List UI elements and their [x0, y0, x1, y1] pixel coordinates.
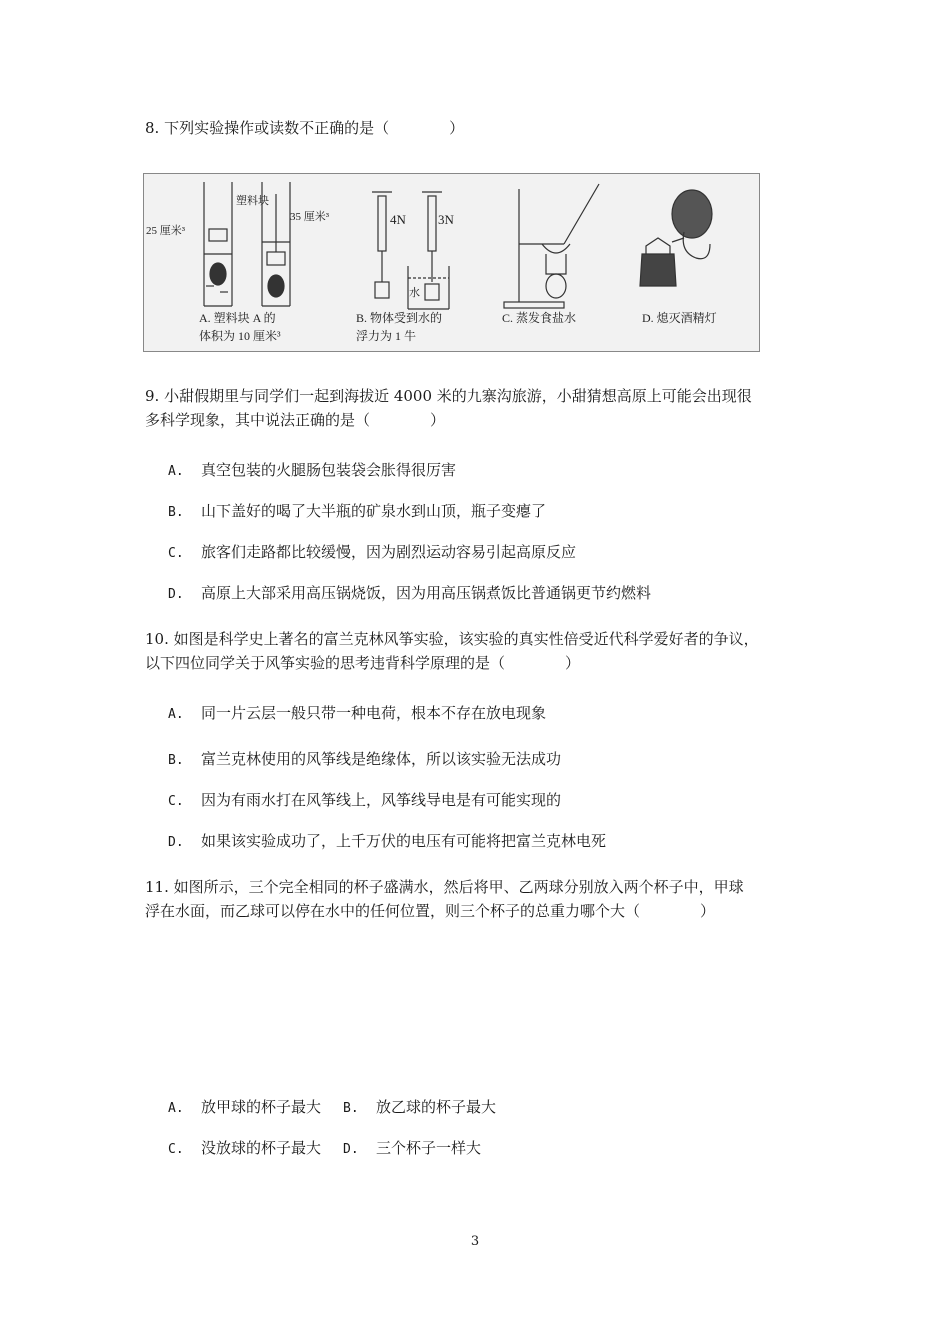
fig-a-caption-2: 体积为 10 厘米³	[199, 329, 281, 343]
fig-a-label-2: 35 厘米³	[290, 211, 330, 223]
question-8-stem: 8. 下列实验操作或读数不正确的是（ ）	[145, 119, 465, 137]
q9-option-c[interactable]: C. 旅客们走路都比较缓慢，因为剧烈运动容易引起高原反应	[168, 543, 577, 561]
q9-option-a[interactable]: A. 真空包装的火腿肠包装袋会胀得很厉害	[168, 461, 457, 479]
q9-option-d[interactable]: D. 高原上大部采用高压锅烧饭，因为用高压锅煮饭比普通锅更节约燃料	[168, 584, 652, 602]
q10-option-c[interactable]: C. 因为有雨水打在风筝线上，风筝线导电是有可能实现的	[168, 791, 562, 809]
q9-option-b[interactable]: B. 山下盖好的喝了大半瓶的矿泉水到山顶，瓶子变瘪了	[168, 502, 547, 520]
question-9-stem	[145, 384, 815, 432]
q10-option-a[interactable]: A. 同一片云层一般只带一种电荷，根本不存在放电现象	[168, 704, 547, 722]
question-10-stem	[145, 627, 815, 675]
question-11-line-1: 11. 如图所示，三个完全相同的杯子盛满水，然后将甲、乙两球分别放入两个杯子中，甲球	[145, 878, 744, 896]
q11-options-row-2	[168, 1138, 481, 1160]
evaporation-setup-c	[504, 184, 599, 308]
cylinder-a-left	[204, 182, 232, 306]
fig-c-caption: C. 蒸发食盐水	[502, 311, 577, 325]
question-10-line-1: 10. 如图是科学史上著名的富兰克林风筝实验，该实验的真实性倍受近代科学爱好者的争议，	[145, 630, 759, 648]
fig-a-top: 塑料块	[236, 195, 269, 207]
page-number: 3	[470, 1234, 480, 1249]
fig-b-caption-2: 浮力为 1 牛	[356, 329, 417, 343]
fig-a-label-1: 25 厘米³	[146, 225, 186, 237]
question-11-stem	[145, 875, 815, 923]
fig-b-n1: 4N	[390, 212, 406, 227]
alcohol-lamp-d	[640, 190, 712, 286]
question-10-line-2: 以下四位同学关于风筝实验的思考违背科学原理的是（ ）	[145, 654, 581, 672]
fig-b-n2: 3N	[438, 212, 454, 227]
question-9-line-1: 9. 小甜假期里与同学们一起到海拔近 4000 米的九寨沟旅游，小甜猜想高原上可能会出现很	[145, 387, 752, 405]
q10-option-b[interactable]: B. 富兰克林使用的风筝线是绝缘体，所以该实验无法成功	[168, 750, 562, 768]
q11-option-d[interactable]: D. 三个杯子一样大	[343, 1139, 482, 1157]
q11-option-b[interactable]: B. 放乙球的杯子最大	[343, 1098, 497, 1116]
question-11-line-2: 浮在水面，而乙球可以停在水中的任何位置，则三个杯子的总重力哪个大（ ）	[145, 902, 716, 920]
question-9-line-2: 多科学现象，其中说法正确的是（ ）	[145, 411, 446, 429]
q10-option-d[interactable]: D. 如果该实验成功了，上千万伏的电压有可能将把富兰克林电死	[168, 832, 607, 850]
q11-option-c[interactable]: C. 没放球的杯子最大	[168, 1139, 322, 1157]
fig-b-caption-1: B. 物体受到水的	[356, 311, 443, 325]
fig-a-caption-1: A. 塑料块 A 的	[199, 311, 276, 325]
fig-b-water: 水	[409, 287, 420, 299]
q11-options-row-1	[168, 1097, 496, 1119]
experiment-figure	[143, 173, 760, 352]
fig-d-caption: D. 熄灭酒精灯	[642, 311, 717, 325]
q11-option-a[interactable]: A. 放甲球的杯子最大	[168, 1098, 322, 1116]
